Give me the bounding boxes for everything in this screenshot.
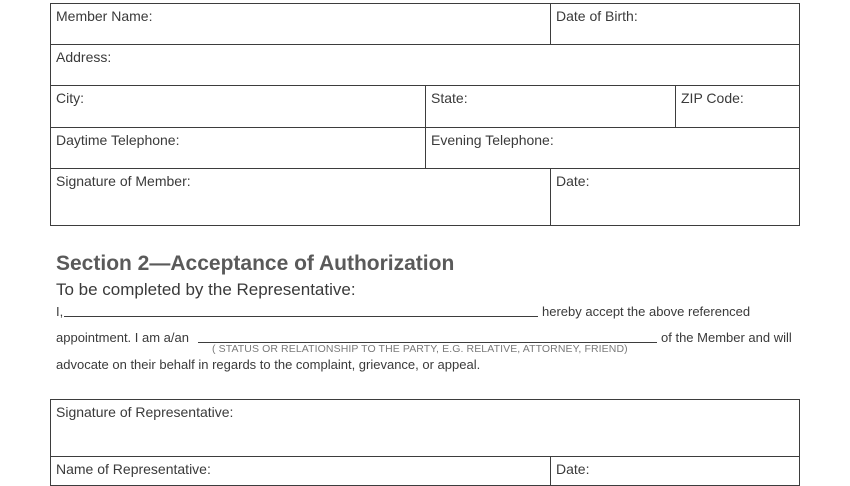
date-of-birth-label: Date of Birth: — [556, 8, 638, 24]
acceptance-line2-prefix: appointment. I am a/an — [56, 330, 189, 345]
daytime-telephone-field[interactable] — [50, 127, 426, 169]
section-2-title: Section 2—Acceptance of Authorization — [56, 252, 455, 275]
daytime-telephone-label: Daytime Telephone: — [56, 132, 180, 148]
representative-name-blank[interactable] — [64, 316, 538, 317]
representative-signature-field[interactable] — [50, 399, 800, 457]
address-field[interactable] — [50, 44, 800, 86]
relationship-hint: ( STATUS OR RELATIONSHIP TO THE PARTY, E.G. RELATIVE, ATTORNEY, FRIEND) — [212, 343, 628, 355]
member-name-label: Member Name: — [56, 8, 153, 24]
member-date-label: Date: — [556, 173, 590, 189]
representative-name-label: Name of Representative: — [56, 461, 211, 477]
zip-code-label: ZIP Code: — [681, 90, 744, 106]
representative-name-field[interactable] — [50, 456, 551, 486]
acceptance-line2-suffix: of the Member and will — [661, 330, 792, 345]
state-label: State: — [431, 90, 468, 106]
evening-telephone-field[interactable] — [425, 127, 800, 169]
member-signature-field[interactable] — [50, 168, 551, 226]
acceptance-line1-suffix: hereby accept the above referenced — [542, 304, 751, 319]
address-label: Address: — [56, 49, 112, 65]
date-of-birth-field[interactable] — [550, 3, 800, 45]
representative-date-field[interactable] — [550, 456, 800, 486]
section-2-subtitle: To be completed by the Representative: — [56, 280, 356, 299]
acceptance-line1-prefix: I, — [56, 304, 64, 319]
representative-signature-label: Signature of Representative: — [56, 404, 234, 420]
state-field[interactable] — [425, 85, 676, 128]
acceptance-line3: advocate on their behalf in regards to the complaint, grievance, or appeal. — [56, 357, 481, 372]
zip-code-field[interactable] — [675, 85, 800, 128]
evening-telephone-label: Evening Telephone: — [431, 132, 554, 148]
city-field[interactable] — [50, 85, 426, 128]
representative-date-label: Date: — [556, 461, 590, 477]
member-name-field[interactable] — [50, 3, 551, 45]
member-date-field[interactable] — [550, 168, 800, 226]
city-label: City: — [56, 90, 84, 106]
member-signature-label: Signature of Member: — [56, 173, 191, 189]
